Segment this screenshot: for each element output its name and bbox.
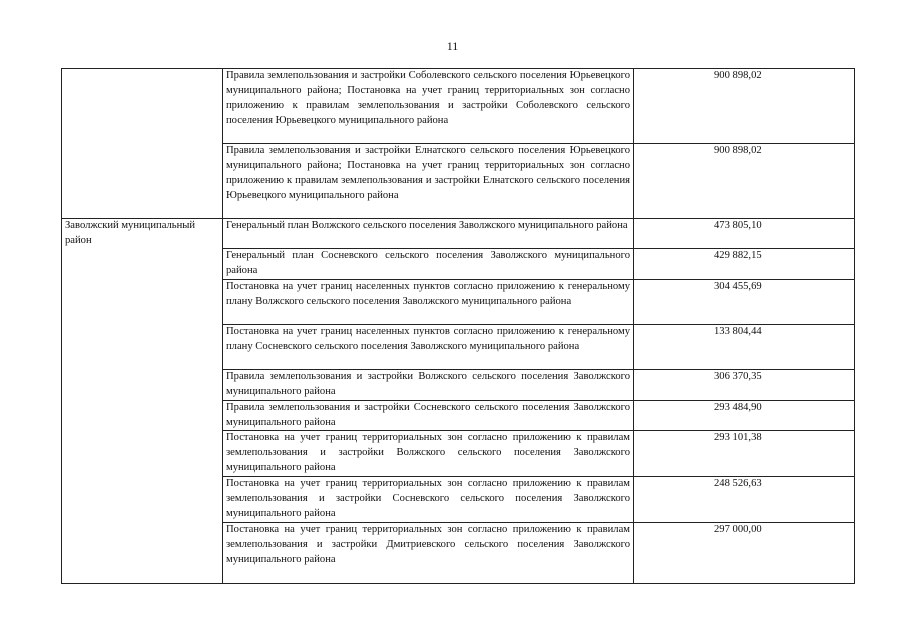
description-cell: Постановка на учет границ территориальных зон согласно приложению к правилам землепользования и застройки Сосневского сельского поселения Заволжского муниципального района (223, 477, 634, 523)
amount-cell: 297 000,00 (634, 522, 855, 583)
district-cell (62, 69, 223, 219)
description-cell: Постановка на учет границ населенных пунктов согласно приложению к генеральному плану Сосневского сельского поселения Заволжского муниципального района (223, 324, 634, 369)
amount-cell: 248 526,63 (634, 477, 855, 523)
description-cell: Постановка на учет границ территориальных зон согласно приложению к правилам землепользования и застройки Дмитриевского сельского поселения Заволжского муниципального района (223, 522, 634, 583)
description-cell: Правила землепользования и застройки Елнатского сельского поселения Юрьевецкого муниципального района; Постановка на учет границ территориальных зон согласно приложению к правилам землепользования и застройки Елнатского сельского поселения Юрьевецкого муниципального района (223, 144, 634, 219)
district-cell: Заволжский муниципальный район (62, 219, 223, 584)
table-row (62, 219, 855, 249)
amount-cell: 306 370,35 (634, 369, 855, 400)
table-row (62, 69, 855, 144)
description-cell: Генеральный план Сосневского сельского поселения Заволжского муниципального района (223, 249, 634, 280)
amount-cell: 133 804,44 (634, 324, 855, 369)
amount-cell: 900 898,02 (634, 69, 855, 144)
amount-cell: 900 898,02 (634, 144, 855, 219)
page-number: 11 (446, 39, 459, 53)
funding-table (61, 68, 855, 584)
description-cell: Генеральный план Волжского сельского поселения Заволжского муниципального района (223, 219, 634, 249)
description-cell: Постановка на учет границ территориальных зон согласно приложению к правилам землепользования и застройки Волжского сельского поселения Заволжского муниципального района (223, 431, 634, 477)
amount-cell: 429 882,15 (634, 249, 855, 280)
amount-cell: 473 805,10 (634, 219, 855, 249)
description-cell: Правила землепользования и застройки Сосневского сельского поселения Заволжского муниципального района (223, 400, 634, 431)
amount-cell: 293 484,90 (634, 400, 855, 431)
description-cell: Правила землепользования и застройки Соболевского сельского поселения Юрьевецкого муниципального района; Постановка на учет границ территориальных зон согласно приложению к правилам землепользования и застройки Соболевского сельского поселения Юрьевецкого муниципального района (223, 69, 634, 144)
amount-cell: 304 455,69 (634, 279, 855, 324)
description-cell: Правила землепользования и застройки Волжского сельского поселения Заволжского муниципального района (223, 369, 634, 400)
description-cell: Постановка на учет границ населенных пунктов согласно приложению к генеральному плану Волжского сельского поселения Заволжского муниципального района (223, 279, 634, 324)
amount-cell: 293 101,38 (634, 431, 855, 477)
